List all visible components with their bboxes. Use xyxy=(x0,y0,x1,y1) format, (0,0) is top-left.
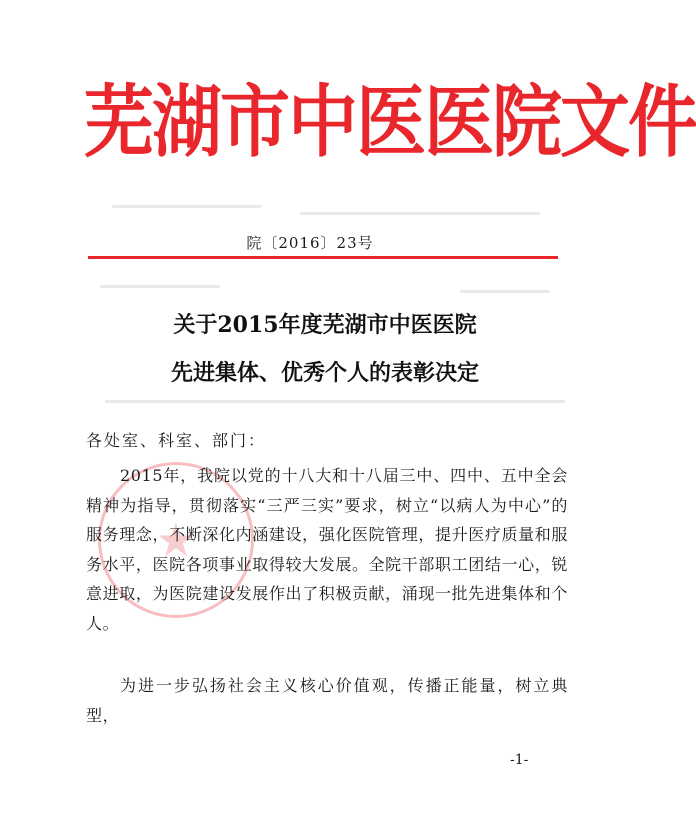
bleed-through-mark xyxy=(112,205,262,208)
bleed-through-mark xyxy=(300,212,540,215)
body-paragraph: 为进一步弘扬社会主义核心价值观，传播正能量，树立典型， xyxy=(86,676,568,725)
page-number: -1- xyxy=(510,752,529,768)
document-header-title: 芜湖市中医医院文件 xyxy=(84,76,696,168)
bleed-through-mark xyxy=(105,400,565,403)
salutation: 各处室、科室、部门： xyxy=(86,431,267,450)
bleed-through-mark xyxy=(100,285,220,288)
document-number: 院〔2016〕23号 xyxy=(246,234,374,252)
body-paragraph: 2015年，我院以党的十八大和十八届三中、四中、五中全会精神为指导，贯彻落实“三严三实”要求，树立“以病人为中心”的服务理念，不断深化内涵建设，强化医院管理，提升医疗质量和服务水平，医院各项事业取得较大发展。全院干部职工团结一心，锐意进取，为医院建设发展作出了积极贡献，涌现一批先进集体和个人。 xyxy=(86,466,568,633)
document-title-line-2: 先进集体、优秀个人的表彰决定 xyxy=(170,360,479,386)
red-divider-line xyxy=(88,256,558,259)
bleed-through-mark xyxy=(460,290,550,293)
document-title-line-1: 关于2015年度芜湖市中医医院 xyxy=(173,312,477,338)
